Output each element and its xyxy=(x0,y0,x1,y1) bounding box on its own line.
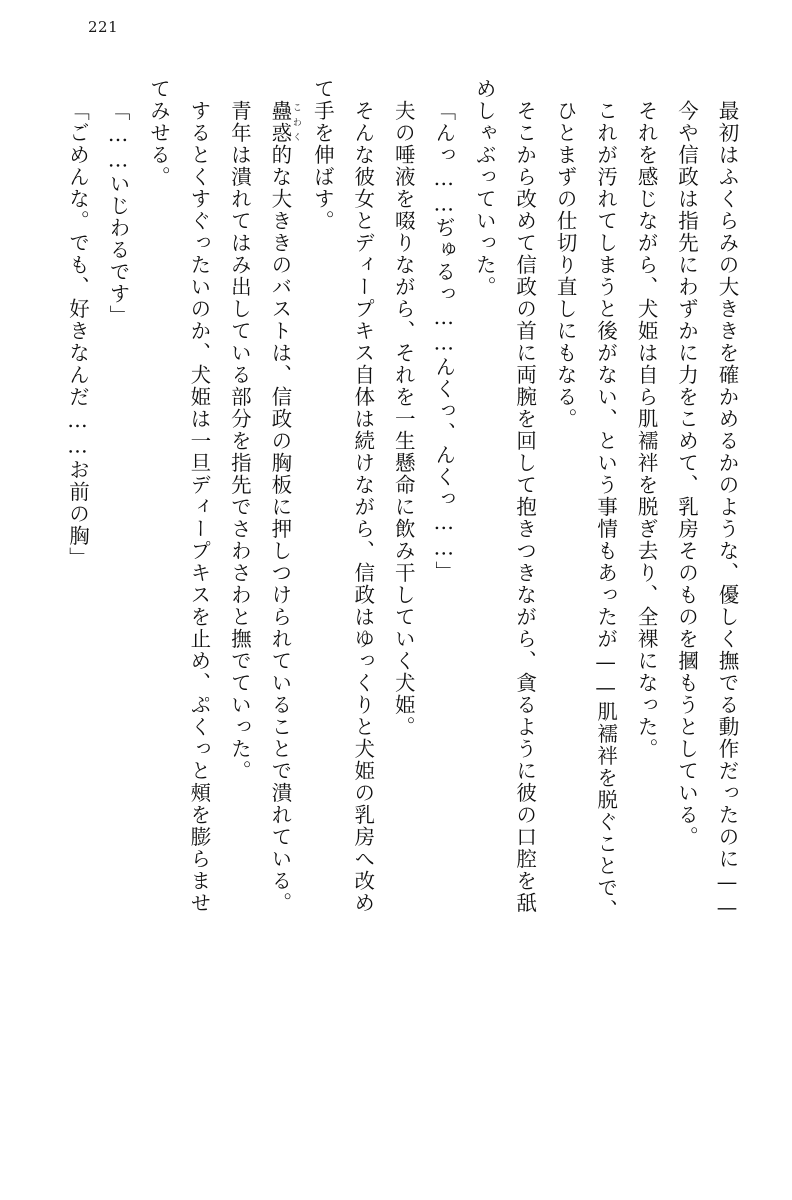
paragraph: そこから改めて信政の首に両腕を回して抱きつきながら、貪るように彼の口腔を舐 xyxy=(512,100,537,914)
paragraph: 今や信政は指先にわずかに力をこめて、乳房そのものを摑もうとしている。 xyxy=(674,100,699,848)
paragraph: ひとまずの仕切り直しにもなる。 xyxy=(553,100,578,430)
paragraph: するとくすぐったいのか、犬姫は一旦ディープキスを止め、ぷくっと頰を膨らませ xyxy=(186,100,211,914)
page-number: 221 xyxy=(88,18,119,36)
paragraph-dialogue: 「……いじわるです」 xyxy=(105,100,130,327)
paragraph: そんな彼女とディープキス自体は続けながら、信政はゆっくりと犬姫の乳房へ改め xyxy=(350,100,375,914)
paragraph: これが汚れてしまうと後がない、という事情もあったが——肌襦袢を脱ぐことで、 xyxy=(593,100,618,921)
paragraph: めしゃぶっていった。 xyxy=(472,78,497,298)
paragraph: 青年は潰れてはみ出している部分を指先でさわさわと撫でていった。 xyxy=(227,100,252,782)
paragraph-dialogue: 「んっ……ぢゅるっ……んくっ、んくっ……」 xyxy=(431,100,456,583)
ruby-annotation: 蠱惑 こわく xyxy=(267,100,301,144)
paragraph-with-ruby: 蠱惑 こわく的な大ききのバストは、信政の胸板に押しつけられていることで潰れている。 xyxy=(267,100,301,914)
paragraph: それを感じながら、犬姫は自ら肌襦袢を脱ぎ去り、全裸になった。 xyxy=(634,100,659,760)
vertical-text-body xyxy=(56,78,746,1138)
paragraph-dialogue: 「ごめんな。でも、好きなんだ……お前の胸」 xyxy=(65,100,90,569)
paragraph: て手を伸ばす。 xyxy=(310,78,335,232)
paragraph: てみせる。 xyxy=(146,78,171,188)
paragraph: 最初はふくらみの大ききを確かめるかのような、優しく撫でる動作だったのに—— xyxy=(715,100,739,921)
paragraph: 夫の唾液を啜りながら、それを一生懸命に飲み干していく犬姫。 xyxy=(391,100,416,738)
